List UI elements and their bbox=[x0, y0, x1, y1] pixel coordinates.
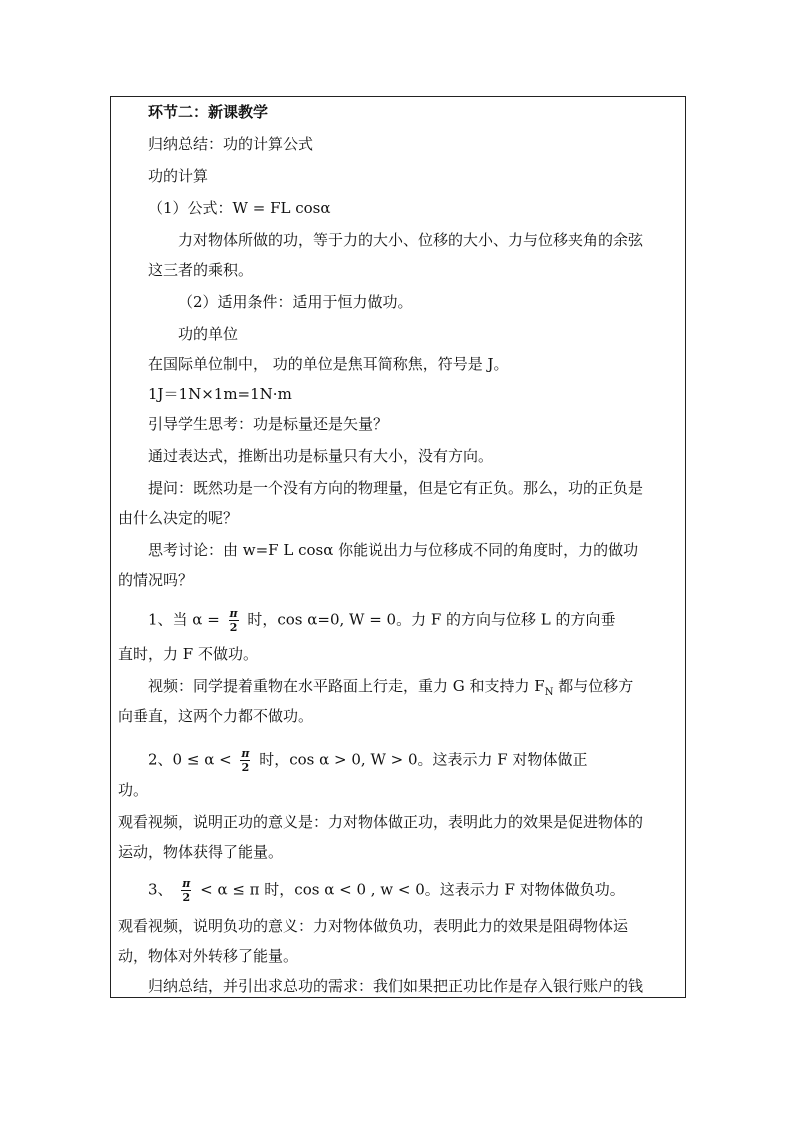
video-1-line bbox=[148, 676, 633, 703]
calc-heading: 功的计算 bbox=[148, 167, 209, 185]
fraction-numerator: π bbox=[182, 877, 191, 890]
case-1-text: 时，cos α=0, W = 0。力 F 的方向与位移 L 的方向垂 bbox=[247, 610, 616, 629]
case-2-text: 时，cos α > 0, W > 0。这表示力 F 对物体做正 bbox=[259, 750, 588, 769]
pi-over-2-fraction bbox=[229, 608, 239, 633]
normal-force-subscript: N bbox=[544, 687, 554, 698]
case-3-prefix: 3、 bbox=[148, 880, 173, 899]
pi-over-2-fraction bbox=[240, 748, 250, 773]
fraction-denominator: 2 bbox=[229, 621, 238, 634]
case-1-prefix: 1、当 α = bbox=[148, 610, 220, 629]
case-2-cont: 功。 bbox=[118, 781, 149, 799]
unit-formula: 1J＝1N×1m=1N·m bbox=[148, 385, 292, 403]
section-title: 环节二：新课教学 bbox=[148, 103, 269, 121]
fraction-denominator: 2 bbox=[182, 891, 191, 904]
guide-question: 引导学生思考：功是标量还是矢量？ bbox=[148, 415, 389, 433]
case-3-line bbox=[148, 878, 625, 903]
case-3-text: < α ≤ π 时，cos α < 0 , w < 0。这表示力 F 对物体做负功。 bbox=[200, 880, 625, 899]
fraction-denominator: 2 bbox=[241, 761, 250, 774]
video-1-text-end: 都与位移方 bbox=[553, 677, 634, 695]
formula-description-cont: 这三者的乘积。 bbox=[148, 261, 254, 279]
guide-answer: 通过表达式，推断出功是标量只有大小，没有方向。 bbox=[148, 447, 494, 465]
fraction-numerator: π bbox=[229, 607, 238, 620]
discussion-line-cont: 的情况吗？ bbox=[118, 571, 194, 589]
discussion-line: 思考讨论：由 w=F L cosα 你能说出力与位移成不同的角度时，力的做功 bbox=[148, 541, 639, 559]
positive-work-line: 观看视频，说明正功的意义是：力对物体做正功，表明此力的效果是促进物体的 bbox=[118, 813, 644, 831]
formula-line: （1）公式：W = FL cosα bbox=[148, 199, 331, 217]
negative-work-line: 观看视频，说明负功的意义：力对物体做负功，表明此力的效果是阻碍物体运 bbox=[118, 917, 629, 935]
video-1-text: 视频：同学提着重物在水平路面上行走，重力 G 和支持力 F bbox=[148, 677, 545, 695]
question-line-cont: 由什么决定的呢？ bbox=[118, 509, 239, 527]
unit-heading: 功的单位 bbox=[178, 325, 239, 343]
question-line: 提问：既然功是一个没有方向的物理量，但是它有正负。那么，功的正负是 bbox=[148, 479, 644, 497]
case-2-line bbox=[148, 748, 587, 773]
video-1-cont: 向垂直，这两个力都不做功。 bbox=[118, 707, 314, 725]
formula-description: 力对物体所做的功，等于力的大小、位移的大小、力与位移夹角的余弦 bbox=[178, 231, 644, 249]
pi-over-2-fraction bbox=[181, 878, 191, 903]
fraction-numerator: π bbox=[241, 747, 250, 760]
final-summary-line: 归纳总结，并引出求总功的需求：我们如果把正功比作是存入银行账户的钱 bbox=[148, 977, 644, 995]
unit-description: 在国际单位制中， 功的单位是焦耳简称焦，符号是 J。 bbox=[148, 355, 509, 373]
positive-work-cont: 运动，物体获得了能量。 bbox=[118, 843, 284, 861]
summary-heading: 归纳总结：功的计算公式 bbox=[148, 135, 314, 153]
condition-line: （2）适用条件：适用于恒力做功。 bbox=[178, 293, 413, 311]
case-2-prefix: 2、0 ≤ α < bbox=[148, 750, 232, 769]
case-1-line bbox=[148, 608, 616, 633]
case-1-cont: 直时，力 F 不做功。 bbox=[118, 645, 258, 663]
negative-work-cont: 动，物体对外转移了能量。 bbox=[118, 947, 299, 965]
